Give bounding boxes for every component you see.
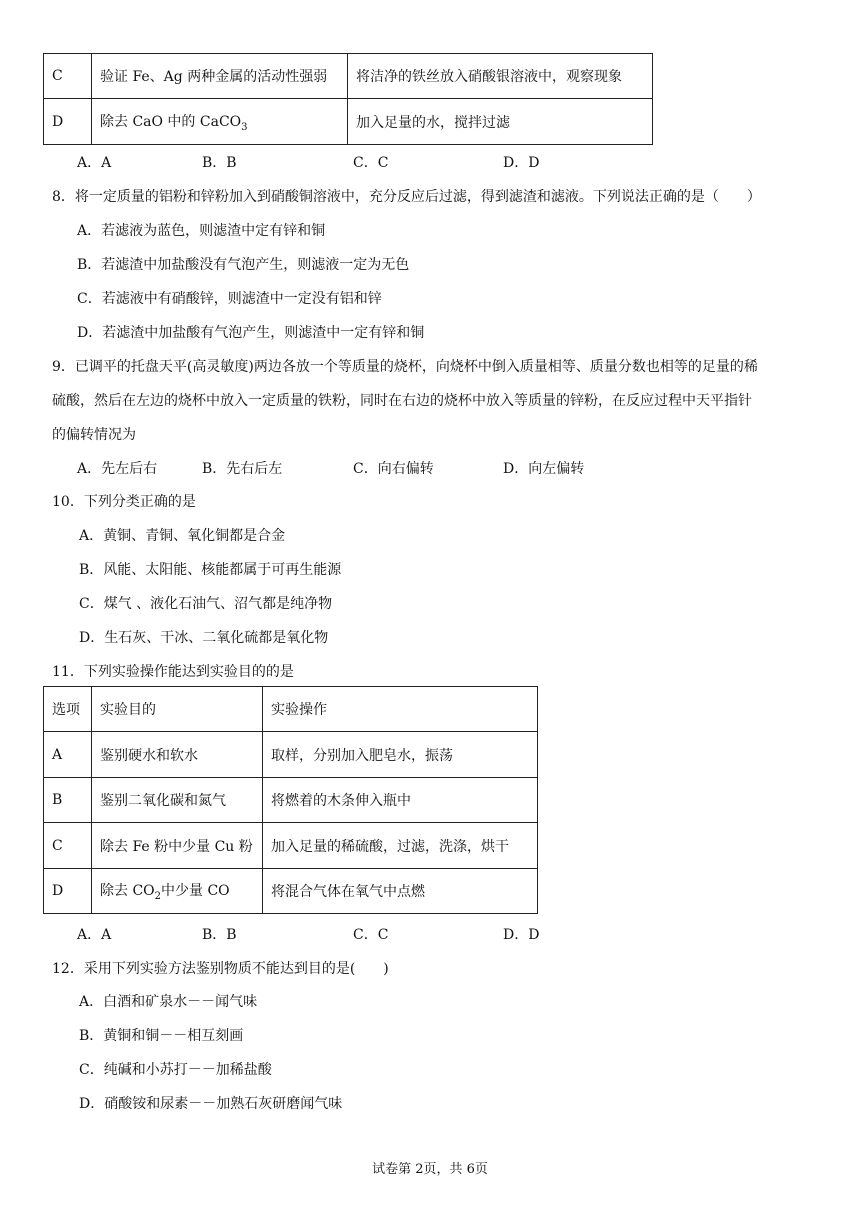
page-footer: 试卷第 2页，共 6页 [372,1162,488,1177]
q9-choices [77,458,777,478]
q11-stem: 11．下列实验操作能达到实验目的的是 [52,664,294,680]
choice-d[interactable]: D．向左偏转 [503,461,585,477]
table-cell-purpose: 验证 Fe、Ag 两种金属的活动性强弱 [92,54,348,99]
q8-option-b[interactable]: B．若滤渣中加盐酸没有气泡产生，则滤液一定为无色 [77,257,410,273]
choice-d[interactable]: D．D [503,927,540,943]
table-cell-operation: 取样，分别加入肥皂水，振荡 [263,732,538,778]
q9-stem-line-2: 硫酸，然后在左边的烧杯中放入一定质量的铁粉，同时在右边的烧杯中放入等质量的锌粉，在反应过程中天平指针 [52,393,752,409]
choice-c[interactable]: C．向右偏转 [353,461,434,477]
q11-table [43,686,538,914]
choice-b[interactable]: B．先右后左 [202,461,283,477]
table-cell-operation: 将混合气体在氧气中点燃 [263,869,538,914]
q10-stem: 10．下列分类正确的是 [52,494,196,510]
choice-a[interactable]: A．先左后右 [77,461,158,477]
table-cell-operation: 将燃着的木条伸入瓶中 [263,778,538,823]
q9-stem-line-3: 的偏转情况为 [52,427,136,443]
q10-option-c[interactable]: C．煤气 、液化石油气、沼气都是纯净物 [79,596,333,612]
choice-c[interactable]: C．C [353,155,389,171]
table-row [44,778,538,823]
table-cell-option: B [44,778,92,823]
table-cell-option: D [44,99,92,145]
table-header-operation: 实验操作 [263,687,538,732]
table-cell-operation: 将洁净的铁丝放入硝酸银溶液中，观察现象 [348,54,653,99]
table-header-option: 选项 [44,687,92,732]
table-cell-option: D [44,869,92,914]
table-cell-option: C [44,823,92,869]
q11-choices [77,924,777,944]
q8-option-a[interactable]: A．若滤液为蓝色，则滤渣中定有锌和铜 [77,223,326,239]
q10-option-a[interactable]: A．黄铜、青铜、氧化铜都是合金 [79,528,286,544]
table-cell-operation: 加入足量的水，搅拌过滤 [348,99,653,145]
table-cell-purpose: 鉴别硬水和软水 [92,732,263,778]
table-cell-option: A [44,732,92,778]
q12-option-a[interactable]: A．白酒和矿泉水－－闻气味 [79,994,258,1010]
q8-stem: 8．将一定质量的铝粉和锌粉加入到硝酸铜溶液中，充分反应后过滤，得到滤渣和滤液。下列说法正确的是（ ） [52,189,761,205]
choice-a[interactable]: A．A [77,155,112,171]
q10-option-b[interactable]: B．风能、太阳能、核能都属于可再生能源 [79,562,342,578]
choice-a[interactable]: A．A [77,927,112,943]
table-cell-purpose: 鉴别二氧化碳和氮气 [92,778,263,823]
q7-options-table [43,53,653,145]
table-row [44,823,538,869]
q8-option-c[interactable]: C．若滤液中有硝酸锌，则滤渣中一定没有铝和锌 [77,291,382,307]
q12-option-b[interactable]: B．黄铜和铜－－相互刻画 [79,1028,244,1044]
table-cell-operation: 加入足量的稀硫酸，过滤，洗涤，烘干 [263,823,538,869]
table-cell-purpose: 除去 Fe 粉中少量 Cu 粉 [92,823,263,869]
q9-stem-line-1: 9．已调平的托盘天平(高灵敏度)两边各放一个等质量的烧杯，向烧杯中倒入质量相等、质量分数也相等的足量的稀 [52,359,758,375]
table-cell-purpose: 除去 CaO 中的 CaCO$_3$ [92,99,348,145]
q12-stem: 12．采用下列实验方法鉴别物质不能达到目的是( ) [52,961,389,977]
choice-b[interactable]: B．B [202,155,237,171]
q7-choices [77,152,777,172]
table-cell-option: C [44,54,92,99]
choice-d[interactable]: D．D [503,155,540,171]
choice-c[interactable]: C．C [353,927,389,943]
table-row [44,869,538,914]
table-cell-purpose: 除去 $CO_2$中少量 CO [92,869,263,914]
choice-b[interactable]: B．B [202,927,237,943]
q12-option-c[interactable]: C．纯碱和小苏打－－加稀盐酸 [79,1062,272,1078]
q10-option-d[interactable]: D．生石灰、干冰、二氧化硫都是氧化物 [79,630,329,646]
table-row [44,732,538,778]
q12-option-d[interactable]: D．硝酸铵和尿素－－加熟石灰研磨闻气味 [79,1096,343,1112]
table-header-purpose: 实验目的 [92,687,263,732]
q8-option-d[interactable]: D．若滤渣中加盐酸有气泡产生，则滤渣中一定有锌和铜 [77,325,425,341]
